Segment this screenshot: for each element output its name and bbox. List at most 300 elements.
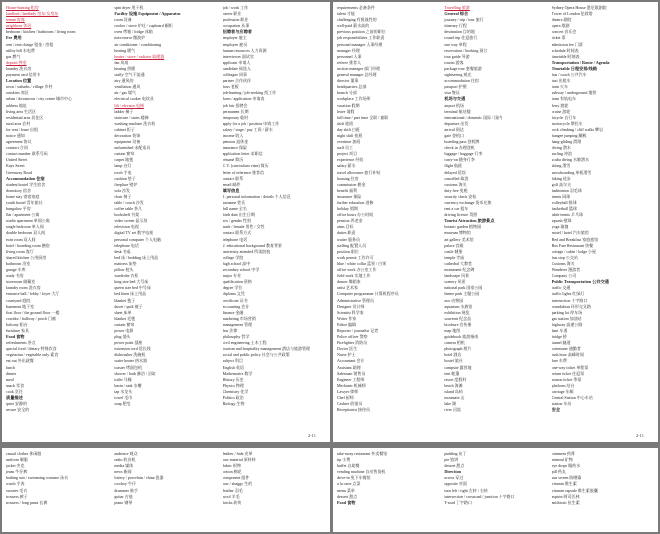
section-heading: 填写信息	[222, 187, 240, 193]
vocab-entry: youth hostel 青年旅社	[6, 200, 43, 205]
vocab-entry: law 法律	[222, 327, 238, 333]
vocab-entry: degree 学位	[222, 285, 243, 291]
vocab-entry: garage 车库	[6, 267, 26, 273]
vocab-entry: cancelled 取消	[444, 175, 469, 181]
vocab-entry: tram 有轨电车	[551, 96, 576, 102]
vocab-entry: king size bed 大号床	[114, 279, 149, 285]
vocab-entry: job-hunting / job-seeking 找工作	[222, 90, 277, 96]
vocab-entry: further education 进修	[337, 200, 374, 205]
vocab-entry: mattress 床垫	[114, 260, 137, 266]
vocab-entry: deposit 押金	[6, 59, 27, 65]
vocab-entry: microwave 微波炉	[114, 35, 146, 41]
vocab-entry: major 专业	[222, 273, 241, 279]
vocab-entry: squash 壁球	[551, 218, 572, 224]
vocab-entry: guidebook 旅游指南	[444, 334, 479, 340]
vocab-entry: concert 音乐会	[551, 29, 577, 35]
vocab-entry: bedroom / kitchen / bathroom / living room	[6, 29, 76, 35]
vocab-entry: tap 水龙头	[114, 388, 133, 394]
document-page-top-left	[2, 2, 330, 442]
vocab-entry: beach 海滩	[444, 382, 463, 388]
vocab-entry: lake 湖	[444, 401, 456, 407]
vocab-entry: desk 书桌	[114, 248, 131, 254]
vocab-entry: full time / part time 全职 / 兼职	[337, 114, 389, 120]
vocab-entry: digital TV set 数字电视	[114, 230, 154, 236]
vocab-entry: telephone 电话	[114, 242, 139, 248]
vocab-entry: botanic garden 植物园	[444, 224, 481, 230]
vocab-entry: driving licence 驾照	[444, 212, 478, 218]
vocab-entry: curtain 窗帘	[114, 321, 135, 327]
vocab-entry: T-road 丁字路口	[444, 499, 472, 505]
vocab-entry: equipment 设备	[114, 139, 141, 145]
vocab-entry: pension 养老金	[337, 218, 363, 224]
vocab-entry: ladder 梯子	[114, 108, 134, 114]
vocab-entry: History 历史	[222, 376, 244, 382]
vocab-entry: basketball 篮球	[551, 206, 577, 212]
vocab-entry: telephone 电话	[222, 236, 248, 242]
vocab-entry: water heater 热水器	[114, 358, 147, 364]
vocab-entry: lift / elevator 电梯	[114, 102, 144, 108]
vocab-entry: pillow 枕头	[114, 267, 134, 273]
vocab-entry: flight 航班	[444, 163, 462, 169]
vocab-entry: carriage 车厢	[551, 388, 574, 394]
vocab-entry: Firefighter 消防员	[337, 340, 368, 346]
section-heading: 质量描述	[6, 395, 23, 400]
vocab-entry: C.V. (curriculum vitae) 简历	[222, 163, 269, 169]
vocab-entry: cooker / stove 炉灶 / cupboard 橱柜	[114, 23, 173, 29]
vocab-entry: dessert 甜点	[337, 493, 358, 499]
vocab-entry: vegetarian / vegetable only 素食	[6, 352, 59, 358]
vocab-entry: applicant 申请人	[222, 59, 251, 65]
vocab-entry: agreement 协议	[6, 139, 32, 145]
vocab-entry: Computer programmer 计算机程序员	[337, 291, 399, 297]
vocab-entry: carry-on 随身行李	[444, 157, 475, 163]
vocab-entry: traffic lights 红绿灯	[551, 291, 585, 297]
vocab-entry: pie 馅饼	[444, 457, 459, 463]
vocab-entry: bed linen 床上用品	[114, 291, 147, 297]
vocab-entry: basement 地下室	[6, 303, 35, 309]
section-heading: Timetable 日程安排/线路	[551, 65, 598, 71]
vocab-entry: headquarters 总部	[337, 84, 367, 90]
vocab-entry: component 组件	[222, 475, 250, 481]
vocab-entry: season ticket 季票	[551, 376, 582, 382]
vocab-entry: cotton 棉花	[222, 469, 242, 475]
vocab-entry: bus stop 公交站	[551, 254, 578, 260]
vocab-entry: home stay 寄宿家庭	[6, 193, 40, 199]
vocab-entry: ferry 渡轮	[551, 102, 569, 108]
vocab-entry: Reporter / journalist 记者	[337, 327, 379, 333]
vocab-entry: waiter 服务员	[337, 236, 360, 242]
vocab-entry: passport 护照	[444, 84, 467, 90]
page-number: 2-11	[635, 433, 644, 438]
vocab-entry: secure 安全的	[6, 407, 30, 413]
vocab-entry: blanket 毛毯	[114, 315, 136, 321]
section-heading: 机场与交通	[444, 96, 466, 102]
text-column	[337, 5, 439, 439]
text-column	[6, 5, 109, 439]
vocab-entry: shift 轮班	[337, 120, 354, 126]
vocab-entry: study 书房	[6, 273, 24, 279]
vocab-entry: position 职位	[337, 248, 359, 254]
vocab-entry: form / application 申请表	[222, 96, 265, 102]
vocab-entry: gas 燃气	[6, 53, 21, 59]
vocab-entry: flat / apartment 公寓	[6, 212, 40, 218]
vocab-entry: ventilation 通风	[114, 84, 141, 90]
vocab-entry: drive-in 免下车餐馆	[337, 475, 371, 481]
vocab-entry: eat out 外出就餐	[6, 358, 34, 364]
vocab-entry: night shift 夜班	[337, 132, 363, 138]
vocab-entry: Politics 政治	[222, 395, 244, 400]
vocab-entry: aspirin 阿司匹林	[551, 493, 580, 499]
vocab-entry: subject 科目	[222, 358, 243, 364]
vocab-entry: airport 机场	[444, 102, 464, 108]
vocab-entry: ointment 药膏	[551, 451, 575, 456]
vocab-entry: Greenway Road	[6, 169, 32, 175]
vocab-entry: dinner	[6, 370, 17, 376]
vocab-entry: talent 才能	[337, 11, 355, 17]
vocab-entry: Designer 设计师	[337, 303, 365, 309]
vocab-entry: commission 佣金	[337, 181, 366, 187]
vocab-entry: one way 单程	[444, 41, 467, 47]
vocab-entry: take-away restaurant 外卖餐馆	[337, 451, 388, 456]
vocab-entry: payment card 信用卡	[6, 72, 41, 78]
vocab-entry: tenant 房客	[6, 17, 25, 23]
vocab-entry: carpet 地毯	[114, 157, 134, 163]
vocab-entry: trousers 裤子	[6, 493, 28, 499]
vocab-entry: Engineer 工程师	[337, 376, 365, 382]
vocab-entry: income 收入	[222, 132, 244, 138]
vocab-entry: oven 烤箱 / fridge 冰箱	[114, 29, 153, 35]
vocab-entry: profession 职业	[222, 17, 249, 23]
vocab-entry: tennis 网球	[551, 193, 571, 199]
vocab-entry: contact 联系	[222, 175, 244, 181]
vocab-entry: casual clothes 休闲服	[6, 451, 42, 456]
vocab-entry: town / suburbs / village 乡村	[6, 84, 53, 90]
vocab-entry: brochure 宣传册	[444, 321, 472, 327]
section-heading: Food 食物	[6, 334, 25, 340]
vocab-entry: landscape 风景	[444, 273, 470, 279]
vocab-entry: boss 老板	[222, 84, 239, 90]
vocab-entry: Mechanic 机械师	[337, 382, 366, 388]
vocab-entry: contact 联系方式	[222, 230, 252, 236]
vocab-entry: rent a car 租车	[444, 206, 469, 212]
vocab-entry: intersection / crossroad / junction 十字路口	[444, 493, 515, 499]
vocab-entry: lane 车道	[551, 327, 568, 333]
vocab-entry: heater / stove / radiator 取暖器	[114, 53, 165, 59]
vocab-entry: commuter 通勤者	[551, 346, 581, 352]
vocab-entry: management 管理	[222, 321, 253, 327]
vocab-entry: palace 宫殿	[444, 242, 464, 248]
vocab-entry: holiday 假期	[337, 206, 358, 212]
vocab-entry: air / gas 煤气	[114, 90, 136, 96]
vocab-entry: lunch	[6, 364, 15, 370]
section-heading: 安全	[551, 407, 561, 413]
vocab-entry: river 河流	[444, 407, 461, 413]
vocab-entry: residential area 居住区	[6, 114, 44, 120]
vocab-entry: office hours 办公时间	[337, 212, 374, 218]
vocab-entry: uniform 制服	[6, 457, 28, 463]
vocab-entry: employer 雇主	[222, 35, 247, 41]
vocab-entry: accounting 会计	[222, 303, 250, 309]
vocab-entry: section manager 部门经理	[337, 65, 381, 71]
vocab-entry: career 职业	[222, 11, 242, 17]
vocab-entry: entrance hall / lobby / foyer 大厅	[6, 291, 60, 297]
vocab-entry: national park 国家公园	[444, 285, 483, 291]
text-column	[223, 5, 326, 439]
vocab-entry: station 车站	[551, 401, 572, 407]
vocab-entry: opera 歌剧	[551, 23, 570, 29]
vocab-entry: air conditioner / conditioning	[114, 41, 162, 47]
vocab-entry: leave 请假	[337, 108, 355, 114]
vocab-entry: quiet 安静的	[6, 401, 27, 407]
vocab-entry: vitamin capsule 维生素胶囊	[551, 487, 598, 493]
vocab-entry: landlord / landlady 房东/女房东	[6, 11, 59, 17]
vocab-entry: insurance 保险	[337, 193, 362, 199]
vocab-entry: male / female 男性 / 女性	[222, 224, 265, 230]
vocab-entry: Customs 海关	[551, 260, 575, 266]
vocab-entry: contract 合同	[6, 145, 28, 151]
vocab-entry: laundry room 洗衣房	[6, 285, 41, 291]
vocab-entry: Accountant 会计	[337, 358, 365, 364]
vocab-entry: experience 经验	[337, 157, 364, 163]
vocab-entry: student hostel 学生宿舍	[6, 181, 46, 187]
vocab-entry: project 项目	[337, 151, 358, 157]
vocab-entry: fare 车费	[551, 358, 567, 364]
vocab-entry: luggage / baggage 行李	[444, 151, 483, 157]
vocab-entry: curtain 窗帘	[114, 151, 135, 157]
vocab-entry: partner 合作伙伴	[222, 78, 251, 84]
vocab-entry: rush hour 高峰时间	[551, 352, 584, 358]
vocab-entry: job responsibilities 工作职责	[337, 35, 385, 41]
vocab-entry: snowboarding 单板滑雪	[551, 169, 592, 175]
page-columns	[6, 5, 326, 439]
vocab-entry: audience 观众	[114, 451, 138, 456]
vocab-entry: television 电视	[114, 224, 139, 230]
vocab-entry: diploma 文凭	[222, 291, 245, 297]
vocab-entry: visa 签证	[444, 90, 460, 96]
vocab-entry: boarding pass 登机牌	[444, 139, 480, 145]
text-column	[444, 5, 546, 439]
vocab-entry: tourism and hospitality management 酒店与旅游管理	[222, 346, 310, 352]
vocab-entry: exhibition 展览	[444, 309, 470, 315]
vocab-entry: table tennis 乒乓球	[551, 212, 583, 218]
vocab-entry: Bus Fare Restaurant 快餐	[551, 242, 594, 248]
vocab-entry: bungalow 平房	[6, 206, 31, 212]
vocab-entry: referee 推荐人	[337, 59, 362, 65]
vocab-entry: schedule 时间表	[551, 47, 579, 53]
vocab-entry: first floor / the ground floor 一楼	[6, 309, 60, 315]
vocab-entry: permanent 长期	[222, 108, 249, 114]
vocab-entry: monument 纪念碑	[444, 267, 475, 273]
vocab-entry: insurance 保险	[222, 145, 247, 151]
vocab-entry: staircase / stairs 楼梯	[114, 114, 149, 120]
vocab-entry: journey / trip / tour 旅行	[444, 17, 484, 23]
vocab-entry: refreshments 茶点	[6, 340, 36, 346]
section-heading: Accommodation 住宿	[6, 175, 45, 181]
vocab-entry: corridor / hallway / porch 门廊	[6, 315, 56, 321]
vocab-entry: torch 手电	[114, 169, 132, 175]
vocab-entry: apply for a job / position 申请工作	[222, 120, 280, 126]
vocab-entry: housing 住房	[337, 175, 359, 181]
vocab-entry: extension cord 延长线	[114, 346, 151, 352]
vocab-entry: heating 暖气	[114, 47, 136, 53]
vocab-entry: notice 通知	[6, 132, 25, 138]
vocab-entry: motorcycle 摩托车	[551, 120, 583, 126]
vocab-entry: scenery 风景	[444, 279, 466, 285]
vocab-entry: raw / shaggy 生的	[222, 481, 253, 487]
vocab-entry: round trip 往返旅行	[444, 35, 478, 41]
vocab-entry: address 地址	[6, 102, 27, 108]
vocab-entry: volleyball 排球	[551, 200, 577, 205]
vocab-entry: theatre 剧院	[551, 17, 572, 23]
vocab-entry: high school 高中	[222, 260, 251, 266]
vocab-entry: news 新闻	[114, 469, 132, 475]
vocab-entry: basin / sink 水槽	[114, 382, 142, 388]
vocab-entry: cook 烹饪	[6, 388, 23, 394]
vocab-entry: opposite 对面	[444, 481, 467, 487]
document-page-bottom-left	[2, 448, 330, 532]
vocab-entry: Sydney Opera House 悉尼歌剧院	[551, 5, 607, 10]
vocab-entry: feather 羽毛	[222, 487, 243, 493]
vocab-entry: temple 寺庙	[444, 254, 465, 260]
vocab-entry: English 英语	[222, 364, 244, 370]
vocab-entry: workplace 工作场所	[337, 96, 371, 102]
vocab-entry: island 岛屿	[444, 388, 463, 394]
vocab-entry: gas station 加油站	[551, 315, 582, 321]
vocab-entry: bathroom 浴室	[6, 260, 31, 266]
vocab-entry: guitar 吉他	[114, 493, 133, 499]
vocab-entry: employee 雇员	[222, 41, 248, 47]
vocab-entry: antibiotic 抗生素	[551, 499, 580, 505]
vocab-entry: letter of reference 推荐信	[222, 169, 265, 175]
vocab-entry: jeans 牛仔裤	[6, 469, 28, 475]
vocab-entry: hotel 酒店	[444, 352, 462, 358]
vocab-entry: rock climbing / cliff walks 攀岩	[551, 126, 604, 132]
vocab-entry: buffet 自助餐	[337, 463, 360, 469]
vocab-entry: furniture 家具	[6, 327, 29, 333]
vocab-entry: Salesman 销售员	[337, 370, 366, 376]
section-heading: Public Transportation 公共交通	[551, 279, 609, 285]
vocab-entry: application letter 求职信	[222, 151, 263, 157]
vocab-entry: university attended 所读院校	[222, 248, 271, 254]
vocab-entry: certificate 证书	[222, 297, 248, 303]
vocab-entry: general manager 总经理	[337, 72, 377, 78]
vocab-entry: Lawyer 律师	[337, 388, 359, 394]
vocab-entry: admission fee 门票	[551, 41, 583, 47]
vocab-entry: 1. personal information / details 个人信息	[222, 193, 291, 199]
vocab-entry: ticket 票	[551, 35, 566, 41]
vocab-entry: a la carte 点菜	[337, 481, 361, 487]
vocab-entry: personal manager 人事经理	[337, 41, 383, 47]
vocab-entry: mineral 矿物	[551, 457, 573, 463]
text-column	[552, 5, 654, 439]
vocab-entry: well-paid 薪水高的	[337, 23, 370, 29]
vocab-entry: taxi 出租车	[551, 78, 571, 84]
vocab-entry: intersection 十字路口	[551, 297, 588, 303]
text-column	[114, 5, 217, 439]
page-columns	[6, 451, 326, 529]
vocab-entry: Assistant 助理	[337, 364, 361, 370]
vocab-entry: previous position 之前的职位	[337, 29, 386, 35]
vocab-entry: hostel 旅社	[444, 358, 463, 364]
vocab-entry: arrival 到达	[444, 126, 464, 132]
vocab-entry: vacation 假期	[337, 102, 360, 108]
vocab-entry: spin dryer 甩干机	[114, 5, 144, 10]
vocab-entry: lamp 台灯	[114, 163, 132, 169]
vocab-entry: duties 职责	[337, 230, 356, 236]
vocab-entry: bookshelf 书架	[114, 212, 140, 218]
text-column	[552, 451, 654, 529]
vocab-entry: contact number 联系号码	[6, 151, 48, 157]
vocab-entry: pudding 布丁	[444, 451, 467, 456]
vocab-entry: towel 毛巾	[114, 395, 133, 400]
vocab-entry: human resources 人力资源	[222, 47, 267, 53]
section-heading: General 综合	[444, 11, 469, 17]
text-column	[223, 451, 326, 529]
vocab-entry: sightseeing 观光	[444, 72, 472, 78]
vocab-entry: cathedral 大教堂	[444, 260, 472, 266]
vocab-entry: surfing 冲浪	[551, 151, 572, 157]
vocab-entry: Nurse 护士	[337, 352, 356, 358]
vocab-entry: diving 潜水	[551, 145, 571, 151]
vocab-entry: bridge 桥	[551, 334, 567, 340]
vocab-entry: sheet 床单	[114, 309, 132, 315]
vocab-entry: queen size bed 中号床	[114, 285, 151, 291]
vocab-entry: tent 帐篷	[444, 370, 460, 376]
vocab-entry: single bedroom 单人间	[6, 224, 44, 230]
vocab-entry: Wanderer 漫游者	[551, 267, 581, 273]
vocab-entry: requirements 必备条件	[337, 5, 375, 10]
vocab-entry: Biology 生物	[222, 401, 245, 407]
vocab-entry: cowboy 牛仔	[114, 481, 136, 487]
vocab-entry: manager 经理	[337, 47, 360, 53]
vocab-entry: living room 客厅	[6, 248, 34, 254]
vocab-entry: radio 收音机	[114, 457, 136, 463]
vocab-entry: package tour 套餐旅游	[444, 65, 482, 71]
vocab-entry: Editor 编辑	[337, 321, 356, 327]
vocab-entry: 2. educational background 教育背景	[222, 242, 282, 248]
vocab-entry: salary 薪水	[337, 163, 356, 169]
vocab-entry: outskirts 郊区	[6, 90, 29, 96]
vocab-entry: snack 零食	[6, 382, 25, 388]
vocab-entry: bathing suit / swimming costume 泳衣	[6, 475, 69, 481]
vocab-entry: terminal 航站楼	[444, 108, 471, 114]
vocab-entry: shower / bath 淋浴 / 浴缸	[114, 370, 156, 376]
vocab-entry: philosophy 哲学	[222, 334, 250, 340]
vocab-entry: studio apartment 单间公寓	[6, 218, 50, 224]
vocab-entry: departure 出发	[444, 120, 469, 126]
vocab-entry: email 邮件	[222, 181, 241, 187]
vocab-entry: day shift 白班	[337, 126, 360, 132]
vocab-entry: parking lot 停车场	[551, 309, 583, 315]
vocab-entry: tunnel 隧道	[551, 340, 571, 346]
vocab-entry: timetable 时刻表	[551, 53, 580, 59]
vocab-entry: coffee table 茶几	[114, 206, 143, 212]
vocab-entry: civil engineering 土木工程	[222, 340, 267, 346]
vocab-entry: bricks 砖块	[222, 499, 242, 505]
vocab-entry: return ticket 往返票	[551, 370, 585, 376]
vocab-entry: field work 实地工作	[337, 273, 371, 279]
vocab-entry: aquarium 水族馆	[444, 303, 473, 309]
vocab-entry: pension 退休金	[222, 139, 249, 145]
vocab-entry: camera 相机	[444, 340, 465, 346]
vocab-entry: motel / hotel 汽车旅馆	[551, 230, 589, 236]
vocab-entry: itinerary 行程	[444, 23, 467, 29]
vocab-entry: chair 椅子	[114, 193, 132, 199]
vocab-entry: piano 钢琴	[114, 499, 133, 505]
vocab-entry: personal computer 个人电脑	[114, 236, 161, 242]
page-columns	[337, 451, 654, 529]
vocab-entry: hang-gliding 滑翔	[551, 139, 582, 145]
